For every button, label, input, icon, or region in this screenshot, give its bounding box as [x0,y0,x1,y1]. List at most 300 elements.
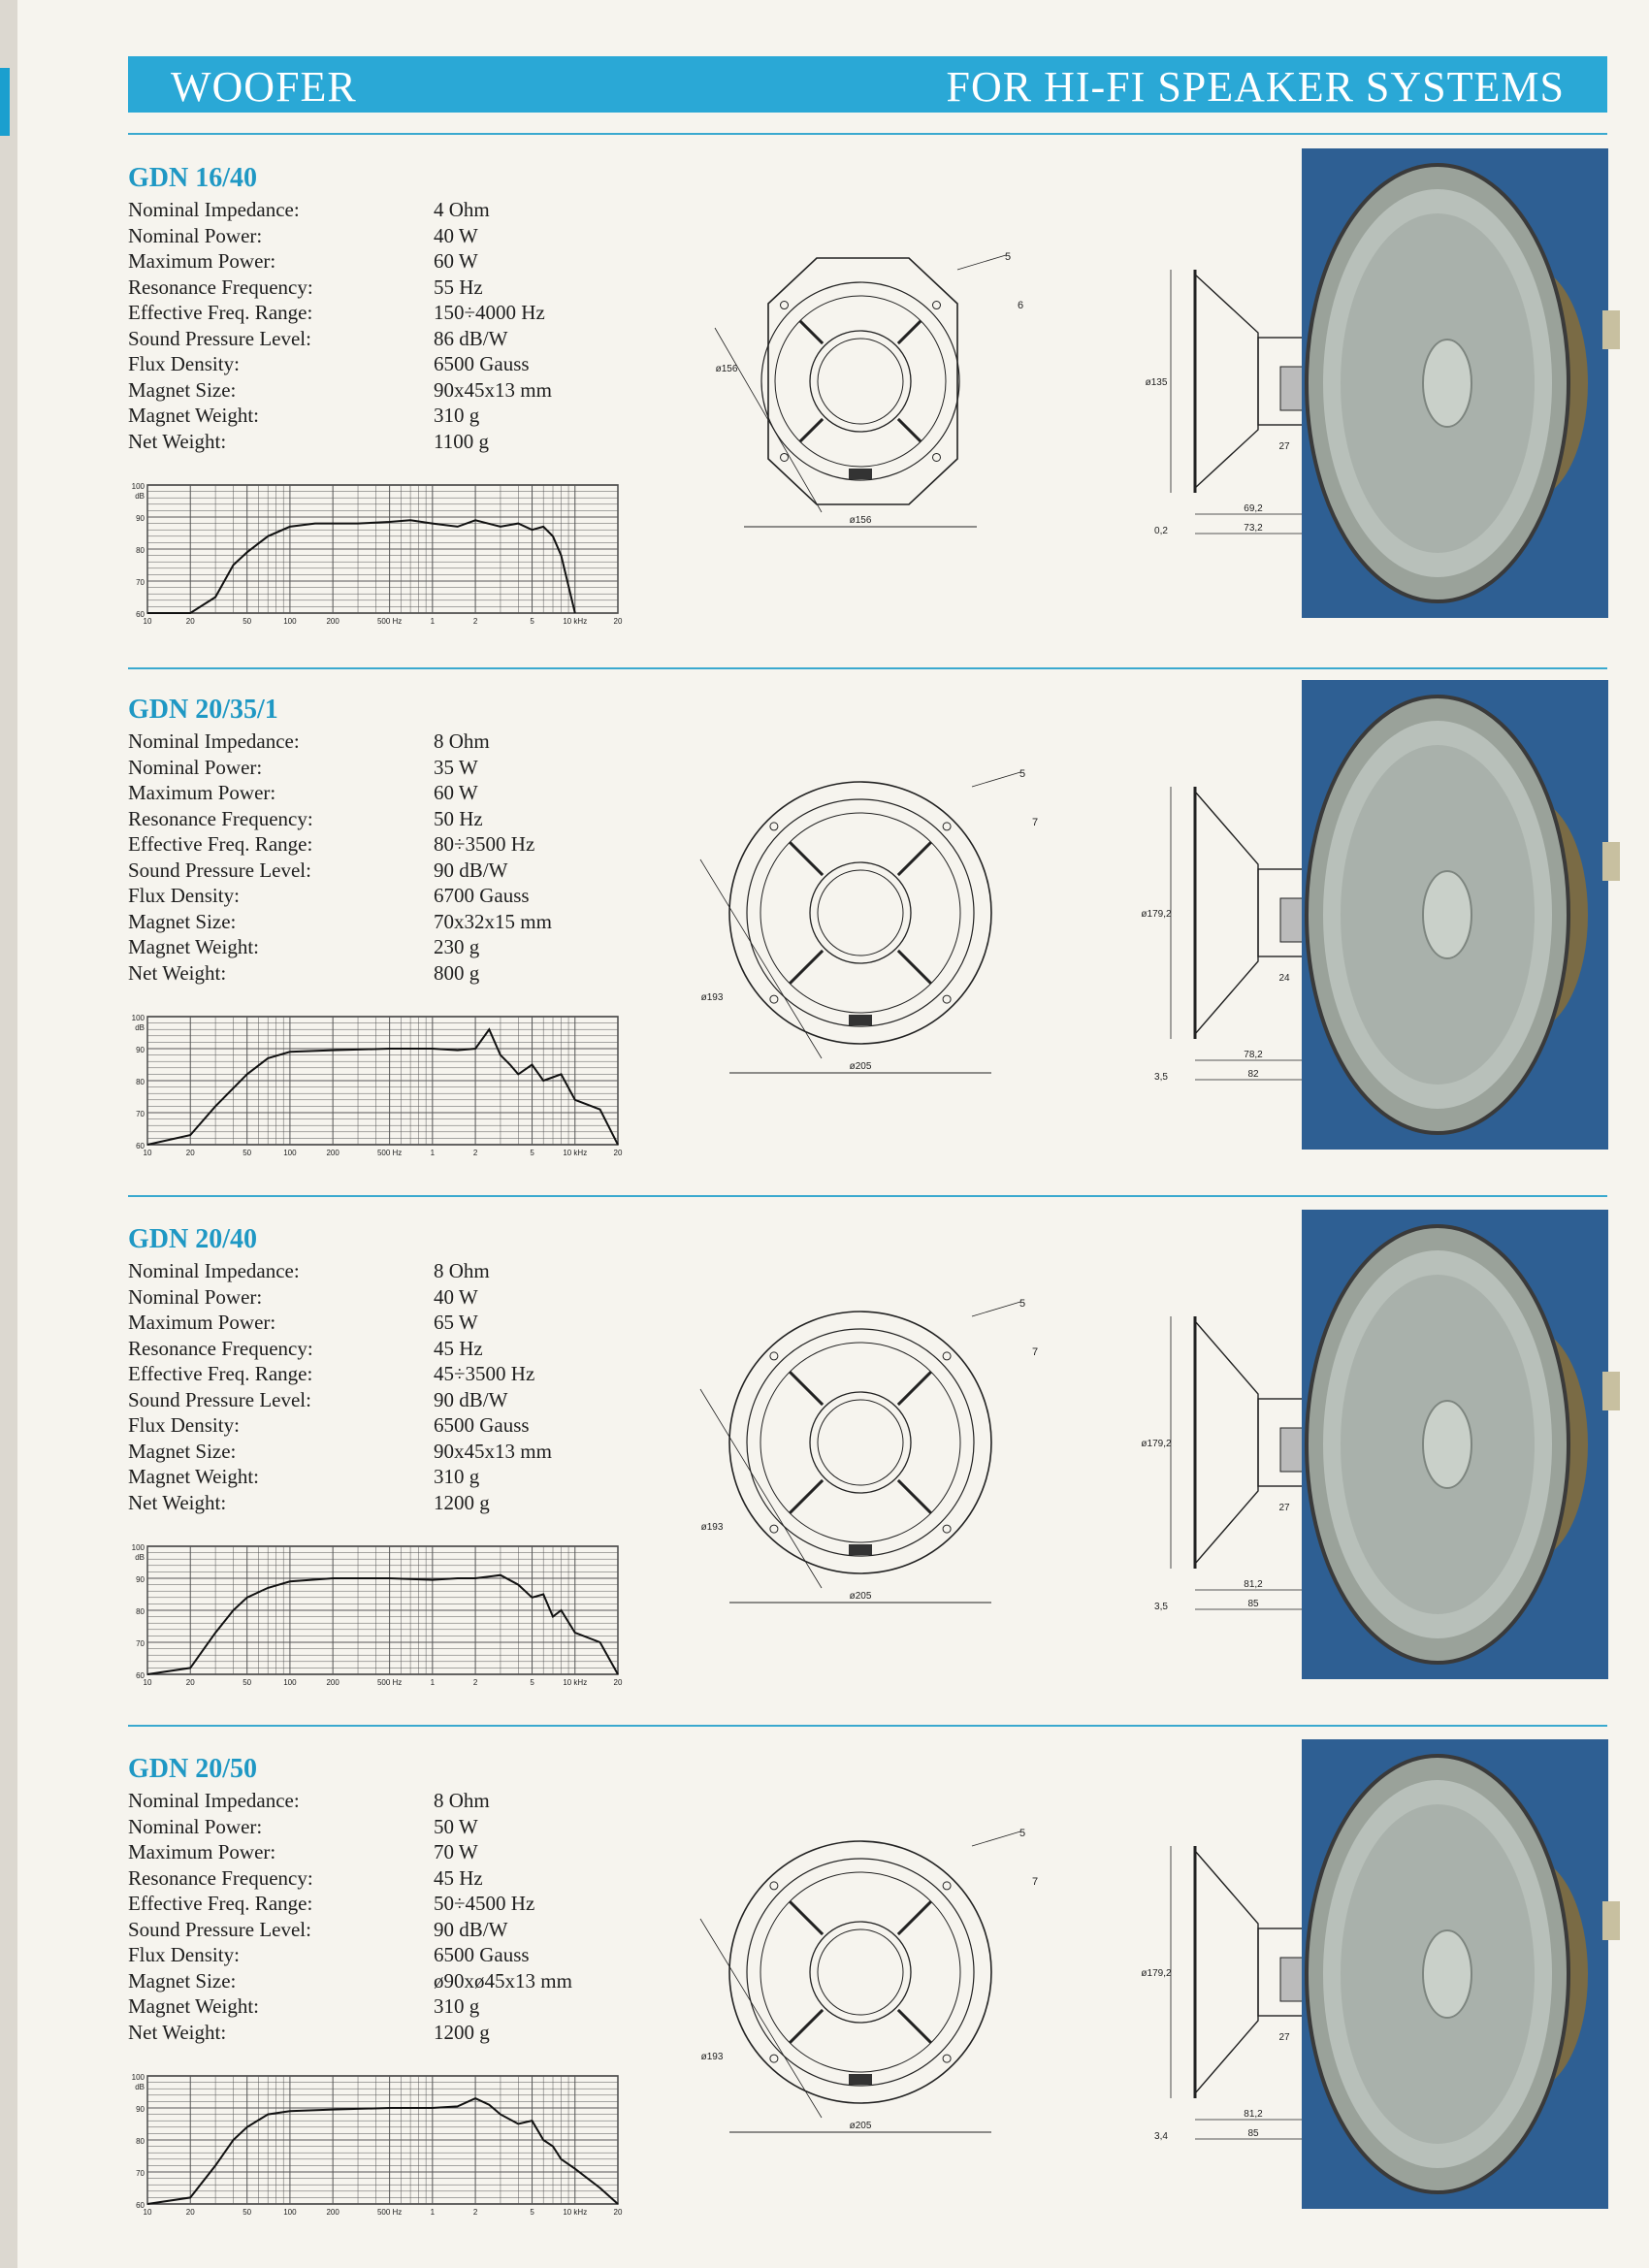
basket-spoke [790,842,823,875]
y-tick-label: 90 [136,1575,145,1584]
front-view [700,768,1038,1073]
spec-row [128,756,632,782]
x-tick-label: 200 [326,1678,340,1687]
mount-hole [943,995,951,1003]
spec-label: Magnet Size: [128,1968,237,1993]
model-title: GDN 20/50 [128,1754,257,1784]
frame-outline [768,258,957,504]
spec-value: 8 Ohm [434,1789,490,1812]
spec-label: Nominal Impedance: [128,198,300,221]
x-tick-label: 20 [185,1149,195,1157]
basket-spoke [898,419,921,441]
spec-label: Maximum Power: [128,1840,276,1863]
x-tick-label: 50 [242,1149,252,1157]
x-tick-label: 500 Hz [376,617,403,626]
dim-leader [972,1302,1020,1316]
spec-value: 310 g [434,1465,480,1488]
spec-row [128,1285,632,1312]
pole-ring [818,870,903,956]
y-tick-label: 80 [136,2137,145,2146]
mount-hole [770,1525,778,1533]
spec-row [128,1789,632,1815]
dustcap-shape [1423,340,1471,427]
basket-spoke [800,419,823,441]
speaker-photo [1302,148,1608,618]
basket-spoke [898,1480,931,1513]
dim-magnet-depth: 27 [1278,2032,1290,2043]
x-tick-label: 1 [430,1678,436,1687]
frequency-response-chart [128,1009,632,1183]
frame-inner-ring [761,282,959,480]
terminal-shape [1602,310,1620,349]
section-divider [128,1195,1607,1197]
spec-label: Resonance Frequency: [128,275,313,299]
spec-label: Magnet Size: [128,1439,237,1463]
dim-front-diag: ø193 [700,2052,724,2062]
dim-depth-flange: 3,5 [1154,1602,1168,1612]
header-title-woofer: WOOFER [171,63,357,111]
spec-label: Flux Density: [128,1413,240,1437]
x-tick-label: 10 [143,2208,152,2217]
spec-row [128,1337,632,1363]
y-tick-label: dB [135,1023,145,1032]
x-tick-label: 5 [530,1149,534,1157]
spec-value: 50÷4500 Hz [434,1892,535,1915]
x-tick-label: 50 [242,1678,252,1687]
section-divider [128,1725,1607,1727]
spec-row [128,1866,632,1893]
speaker-section [128,695,1612,1180]
dim-depth-flange: 0,2 [1154,526,1168,536]
front-view [700,1298,1038,1603]
dim-leader [972,772,1020,787]
spec-label: Magnet Weight: [128,1465,259,1488]
mount-hole [943,2055,951,2062]
x-tick-label: 5 [530,2208,534,2217]
spec-value: 310 g [434,1994,480,2018]
spec-label: Sound Pressure Level: [128,1387,311,1411]
x-tick-label: 10 [143,617,152,626]
spec-label: Flux Density: [128,352,240,375]
spec-row [128,1892,632,1918]
mount-hole [770,823,778,830]
spec-value: 4 Ohm [434,198,490,221]
dim-depth-total: 73,2 [1244,523,1263,534]
page-edge [0,0,17,2268]
spec-label: Nominal Impedance: [128,729,300,753]
spec-value: 8 Ohm [434,1259,490,1282]
terminal-block [849,1544,872,1555]
frequency-response-chart [128,2068,632,2243]
x-tick-label: 200 [326,2208,340,2217]
y-tick-label: 100 [131,1014,145,1022]
basket-spoke [898,1901,931,1934]
x-tick-label: 10 kHz [563,1678,588,1687]
spec-row [128,961,632,988]
dim-front-width: ø156 [849,515,872,526]
basket-spoke [790,1901,823,1934]
spec-label: Effective Freq. Range: [128,301,313,324]
mount-hole [770,995,778,1003]
spec-label: Nominal Power: [128,1814,263,1838]
x-tick-label: 10 kHz [563,2208,588,2217]
dim-depth-inner: 78,2 [1244,1050,1263,1060]
spec-row [128,198,632,224]
terminal-shape [1602,842,1620,881]
basket-spoke [790,1372,823,1405]
spec-value: 60 W [434,781,478,804]
spec-label: Maximum Power: [128,249,276,273]
magnet-ring [810,331,911,432]
y-tick-label: 60 [136,1671,145,1680]
model-title: GDN 20/35/1 [128,695,278,725]
x-tick-label: 2 [472,1678,478,1687]
section-divider [128,133,1607,135]
spec-value: 90x45x13 mm [434,377,552,402]
terminal-block [849,1015,872,1025]
spec-value: 86 dB/W [434,326,508,350]
pole-ring [818,1400,903,1485]
spec-row [128,1994,632,2021]
x-tick-label: 100 [283,1149,297,1157]
dim-line-diag [700,859,822,1058]
x-tick-label: 100 [283,2208,297,2217]
terminal-shape [1602,1901,1620,1940]
y-tick-label: 80 [136,1607,145,1616]
magnet-ring [810,1392,911,1493]
x-tick-label: 20 [613,1678,623,1687]
y-tick-label: 60 [136,610,145,619]
x-tick-label: 500 Hz [376,1149,403,1157]
spec-value: 310 g [434,404,480,427]
spec-value: 70x32x15 mm [434,909,552,933]
dim-front-width: ø205 [849,1061,872,1072]
basket-spoke [790,951,823,984]
y-tick-label: 80 [136,546,145,555]
dim-magnet-depth: 27 [1278,441,1290,452]
dimension-drawing [652,1273,1389,1680]
response-curve [147,1575,618,1674]
spec-label: Effective Freq. Range: [128,1892,313,1915]
y-tick-label: 90 [136,1046,145,1054]
spec-row [128,1362,632,1388]
dim-depth-flange: 3,4 [1154,2131,1168,2142]
y-tick-label: 90 [136,514,145,523]
x-tick-label: 20 [613,1149,623,1157]
dim-depth-inner: 81,2 [1244,1579,1263,1590]
spec-table [128,1259,632,1516]
magnet-ring [810,1922,911,2023]
y-tick-label: 70 [136,2169,145,2178]
dim-front-diag: ø193 [700,1522,724,1533]
speaker-photo [1302,680,1608,1150]
spec-row [128,352,632,378]
dim-depth-total: 85 [1247,1599,1259,1609]
spec-label: Magnet Size: [128,377,237,402]
x-tick-label: 10 kHz [563,1149,588,1157]
x-tick-label: 1 [430,1149,436,1157]
spec-row [128,1815,632,1841]
spec-table [128,1789,632,2046]
spec-row [128,884,632,910]
spec-value: 65 W [434,1311,478,1334]
x-tick-label: 50 [242,617,252,626]
dim-leader [972,1831,1020,1846]
spec-value: 800 g [434,960,480,985]
side-cone [1195,1321,1258,1564]
x-tick-label: 500 Hz [376,1678,403,1687]
spec-value: 50 W [434,1814,478,1838]
spec-value: 1100 g [434,429,489,453]
spec-label: Magnet Weight: [128,404,259,427]
dimension-drawing [652,1802,1389,2210]
spec-label: Nominal Power: [128,755,263,779]
dim-depth-flange: 3,5 [1154,1072,1168,1083]
basket-spoke [898,842,931,875]
spec-row [128,430,632,456]
spec-value: 55 Hz [434,275,483,299]
spec-row [128,404,632,430]
spec-row [128,1311,632,1337]
basket-spoke [898,2010,931,2043]
spec-value: 70 W [434,1840,478,1863]
terminal-shape [1602,1372,1620,1410]
y-tick-label: 100 [131,2073,145,2082]
spec-value: 1200 g [434,2020,490,2044]
x-tick-label: 50 [242,2208,252,2217]
spec-label: Nominal Power: [128,223,263,247]
spec-label: Net Weight: [128,429,227,453]
front-view [700,1828,1038,2132]
spec-table [128,729,632,987]
spec-table [128,198,632,455]
x-tick-label: 1 [430,617,436,626]
dim-line-diag [700,1389,822,1588]
x-tick-label: 5 [530,1678,534,1687]
x-tick-label: 10 [143,1149,152,1157]
x-tick-label: 20 [613,617,623,626]
front-view [715,251,1023,527]
dim-left-dia: ø135 [1145,377,1168,388]
frame-outer-ring [729,1841,991,2103]
spec-value: 8 Ohm [434,729,490,753]
dim-tab-a: 5 [1018,1298,1026,1310]
dim-tab-b: 6 [1017,300,1024,311]
terminal-block [849,2074,872,2085]
mount-hole [770,1882,778,1890]
spec-row [128,859,632,885]
spec-row [128,781,632,807]
terminal-block [849,469,872,479]
spec-value: 150÷4000 Hz [434,301,545,324]
mount-hole [943,1352,951,1360]
y-tick-label: 70 [136,1110,145,1118]
spec-value: 6500 Gauss [434,1943,530,1966]
x-tick-label: 20 [613,2208,623,2217]
spec-row [128,1918,632,1944]
spec-value: 90 dB/W [434,1387,508,1411]
basket-spoke [898,1372,931,1405]
y-tick-label: 100 [131,482,145,491]
speaker-photo [1302,1739,1608,2209]
page-edge-mark [0,68,10,136]
spec-row [128,935,632,961]
side-cone [1195,275,1258,488]
dim-magnet-depth: 24 [1278,973,1290,984]
spec-value: 90x45x13 mm [434,1439,552,1463]
mount-hole [943,823,951,830]
spec-label: Effective Freq. Range: [128,1362,313,1385]
side-cone [1195,792,1258,1034]
spec-row [128,378,632,405]
y-tick-label: 60 [136,2201,145,2210]
header-title-systems: FOR HI-FI SPEAKER SYSTEMS [946,63,1565,111]
response-curve [147,520,575,613]
spec-row [128,1440,632,1466]
mount-hole [770,1352,778,1360]
spec-value: 45÷3500 Hz [434,1362,535,1385]
basket-spoke [898,951,931,984]
spec-label: Net Weight: [128,960,227,985]
speaker-section [128,163,1612,648]
dim-tab-b: 7 [1031,1346,1039,1358]
spec-label: Maximum Power: [128,1311,276,1334]
x-tick-label: 20 [185,1678,195,1687]
dimension-drawing [652,211,1389,619]
spec-value: 50 Hz [434,806,483,830]
spec-label: Net Weight: [128,2020,227,2044]
spec-label: Flux Density: [128,1943,240,1966]
y-tick-label: dB [135,2083,145,2091]
spec-label: Resonance Frequency: [128,806,313,830]
x-tick-label: 500 Hz [376,2208,403,2217]
dim-left-dia: ø179,2 [1141,1439,1172,1449]
spec-label: Flux Density: [128,884,240,907]
dim-front-diag: ø193 [700,992,724,1003]
spec-label: Resonance Frequency: [128,1336,313,1360]
spec-label: Magnet Weight: [128,935,259,958]
basket-spoke [790,2010,823,2043]
spec-label: Sound Pressure Level: [128,858,311,882]
x-tick-label: 10 [143,1678,152,1687]
spec-row [128,1969,632,1995]
dim-line-diag [700,1919,822,2118]
x-tick-label: 200 [326,617,340,626]
dim-front-width: ø205 [849,1591,872,1602]
pole-ring [818,1929,903,2015]
spec-row [128,807,632,833]
spec-row [128,249,632,275]
spec-row [128,1840,632,1866]
section-divider [128,667,1607,669]
spec-value: ø90xø45x13 mm [434,1968,572,1993]
frame-outer-ring [729,1312,991,1573]
x-tick-label: 20 [185,2208,195,2217]
mount-hole [943,1882,951,1890]
x-tick-label: 1 [430,2208,436,2217]
spec-row [128,1259,632,1285]
dim-left-dia: ø179,2 [1141,909,1172,920]
frequency-response-chart [128,477,632,652]
speaker-section [128,1754,1612,2239]
spec-row [128,275,632,302]
dim-depth-total: 82 [1247,1069,1259,1080]
dim-tab-b: 7 [1031,1876,1039,1888]
x-tick-label: 100 [283,617,297,626]
speaker-section [128,1224,1612,1709]
dim-depth-inner: 81,2 [1244,2109,1263,2120]
dimension-drawing [652,743,1389,1150]
pole-ring [818,339,903,424]
dim-tab-b: 7 [1031,817,1039,828]
spec-value: 6500 Gauss [434,352,530,375]
spec-value: 40 W [434,223,478,247]
x-tick-label: 2 [472,2208,478,2217]
spec-value: 90 dB/W [434,858,508,882]
side-cone [1195,1851,1258,2093]
spec-row [128,224,632,250]
x-tick-label: 5 [530,617,534,626]
spec-label: Sound Pressure Level: [128,1917,311,1941]
y-tick-label: dB [135,1553,145,1562]
spec-row [128,910,632,936]
dim-tab-a: 5 [1018,768,1026,780]
x-tick-label: 2 [472,617,478,626]
y-tick-label: 70 [136,1639,145,1648]
x-tick-label: 200 [326,1149,340,1157]
spec-label: Net Weight: [128,1490,227,1514]
spec-row [128,729,632,756]
spec-value: 40 W [434,1284,478,1309]
basket-spoke [790,1480,823,1513]
spec-row [128,1491,632,1517]
dustcap-shape [1423,1401,1471,1488]
spec-value: 80÷3500 Hz [434,832,535,856]
spec-label: Nominal Impedance: [128,1789,300,1812]
spec-row [128,1413,632,1440]
dim-left-dia: ø179,2 [1141,1968,1172,1979]
spec-value: 6700 Gauss [434,884,530,907]
basket-spoke [898,321,921,343]
spec-row [128,1465,632,1491]
mount-hole [781,302,789,309]
y-tick-label: 60 [136,1142,145,1150]
dim-magnet-depth: 27 [1278,1503,1290,1513]
mount-hole [770,2055,778,2062]
spec-label: Magnet Size: [128,909,237,933]
spec-value: 230 g [434,935,480,958]
spec-label: Sound Pressure Level: [128,326,311,350]
y-tick-label: 100 [131,1543,145,1552]
spec-row [128,327,632,353]
model-title: GDN 20/40 [128,1224,257,1254]
spec-row [128,2021,632,2047]
page-header [128,56,1607,113]
dim-front-diag: ø156 [715,364,738,374]
dim-depth-inner: 69,2 [1244,503,1263,514]
dustcap-shape [1423,1930,1471,2018]
spec-value: 6500 Gauss [434,1413,530,1437]
y-tick-label: dB [135,492,145,501]
spec-row [128,1388,632,1414]
mount-hole [932,453,940,461]
spec-row [128,301,632,327]
x-tick-label: 2 [472,1149,478,1157]
magnet-ring [810,862,911,963]
spec-label: Maximum Power: [128,781,276,804]
spec-value: 60 W [434,249,478,273]
dim-tab-a: 5 [1004,251,1012,263]
